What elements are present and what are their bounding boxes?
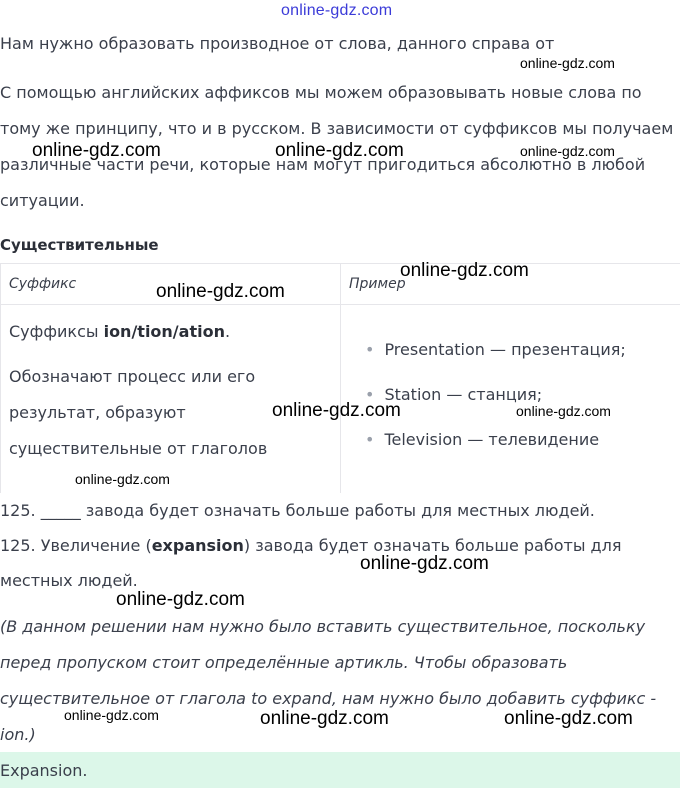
example-item [365,340,626,359]
explanation-line-3: существительное от глагола to expand, нам нужно было добавить суффикс - [0,689,657,708]
bullet-dot-icon: • [365,430,375,449]
table-header-suffix: Суффикс [9,276,77,292]
watermark: online-gdz.com [32,140,161,161]
watermark: online-gdz.com [504,708,633,729]
watermark: online-gdz.com [116,589,245,610]
suffix-period: . [224,322,231,341]
suffix-value: ion/tion/ation [103,322,225,341]
bullet-dot-icon: • [365,340,375,359]
example-text: Television — телевидение [384,430,600,449]
watermark: online-gdz.com [75,471,170,487]
explanation-line-4: ion.) [0,725,36,744]
watermark: online-gdz.com [260,708,389,729]
watermark: online-gdz.com [272,400,401,421]
watermark: online-gdz.com [400,260,529,281]
watermark: online-gdz.com [520,143,615,159]
exercise-question: 125. _____ завода будет означать больше работы для местных людей. [0,501,595,520]
explanation-line-2: перед пропуском стоит определённые артикль. Чтобы образовать [0,653,568,672]
site-logo[interactable]: online-gdz.com [281,2,393,19]
suffix-cell-title [9,322,230,341]
answer-text: Expansion. [0,761,88,780]
intro-line: Нам нужно образовать производное от слова, данного справа от [0,34,555,53]
table-header-example: Пример [349,276,406,292]
exercise-answer-line-1 [0,536,621,555]
exercise-answer-line-2: местных людей. [0,571,138,590]
answer-word: expansion [151,536,244,555]
answer-box [0,752,680,788]
suffix-label: Суффиксы [9,322,104,341]
example-text: Station — станция; [384,385,543,404]
section-title: Существительные [0,236,159,254]
watermark: online-gdz.com [275,140,404,161]
watermark: online-gdz.com [516,403,611,419]
intro-paragraph-line-4: ситуации. [0,191,85,210]
watermark: online-gdz.com [156,281,285,302]
watermark: online-gdz.com [64,707,159,723]
example-item [365,430,599,449]
intro-paragraph-line-3: различные части речи, которые нам могут пригодиться абсолютно в любой [0,155,646,174]
suffix-description-line-2: результат, образуют [9,403,186,422]
explanation-line-1: (В данном решении нам нужно было вставить существительное, поскольку [0,617,646,636]
answer-prefix: 125. Увеличение ( [0,536,152,555]
answer-rest: ) завода будет означать больше работы для [243,536,622,555]
bullet-dot-icon: • [365,385,375,404]
watermark: online-gdz.com [360,553,489,574]
table-header-divider [1,304,680,305]
example-text: Presentation — презентация; [384,340,626,359]
intro-paragraph-line-2: тому же принципу, что и в русском. В зависимости от суффиксов мы получаем [0,119,674,138]
suffix-description-line-1: Обозначают процесс или его [9,367,256,386]
suffix-description-line-3: существительные от глаголов [9,439,268,458]
suffix-table [0,263,680,493]
intro-paragraph-line-1: С помощью английских аффиксов мы можем образовывать новые слова по [0,83,642,102]
table-column-divider [340,264,341,493]
watermark: online-gdz.com [520,55,615,71]
